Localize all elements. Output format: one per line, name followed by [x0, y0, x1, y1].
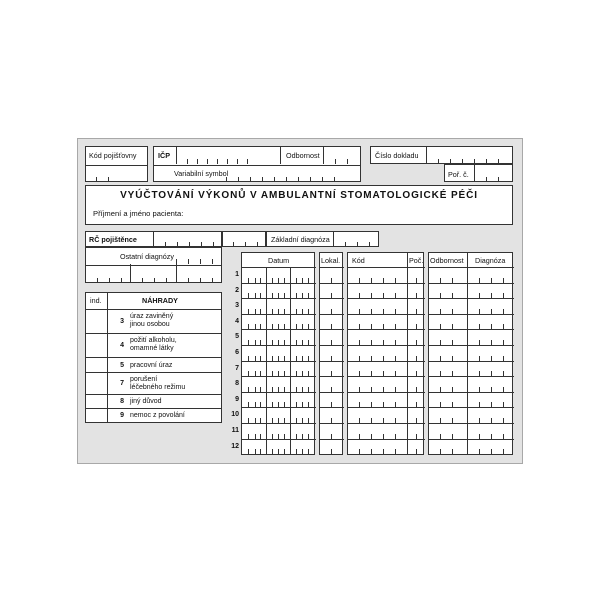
nahrady-row[interactable] [86, 333, 221, 357]
nahrady-row[interactable] [86, 309, 221, 333]
row-number: 12 [231, 443, 239, 450]
variabilni-symbol-label: Variabilní symbol [174, 169, 229, 178]
row-number: 1 [235, 271, 239, 278]
nahrady-row[interactable] [86, 372, 221, 394]
nahrady-row[interactable] [86, 408, 221, 422]
nahrady-code: 9 [120, 412, 124, 419]
kod-pojistovny-label: Kód pojišťovny [89, 151, 137, 160]
cislo-dokladu-label: Číslo dokladu [375, 151, 419, 160]
cislo-dokladu-field[interactable] [370, 146, 513, 164]
row-number: 8 [235, 380, 239, 387]
odbornost-header: Odbornost [430, 256, 464, 265]
icp-label: IČP [158, 151, 170, 160]
datum-header: Datum [268, 256, 290, 265]
nahrady-desc: porušení léčebného režimu [130, 376, 186, 391]
row-number: 2 [235, 287, 239, 294]
poradove-cislo-label: Poř. č. [448, 170, 469, 179]
nahrady-code: 3 [120, 318, 124, 325]
row-number: 7 [235, 365, 239, 372]
zakladni-diagnoza-field[interactable] [266, 231, 379, 247]
nahrady-code: 7 [120, 380, 124, 387]
nahrady-desc: úraz zaviněný jinou osobou [130, 313, 174, 328]
row-number: 4 [235, 318, 239, 325]
prijmeni-label: Příjmení a jméno pacienta: [93, 209, 184, 218]
icp-field[interactable] [153, 146, 361, 182]
lokal-header: Lokal. [321, 256, 341, 265]
rc-pojistence-label: RČ pojištěnce [89, 235, 137, 244]
form-title: VYÚČTOVÁNÍ VÝKONŮ V AMBULANTNÍ STOMATOLOGICKÉ PÉČI [120, 190, 478, 201]
odbornost-label: Odbornost [286, 151, 320, 160]
nahrady-row[interactable] [86, 394, 221, 408]
nahrady-code: 8 [120, 398, 124, 405]
nahrady-desc: požití alkoholu, omamné látky [130, 337, 177, 352]
diagnoza-header: Diagnóza [475, 256, 506, 265]
nahrady-code: 5 [120, 362, 124, 369]
kod-header: Kód [352, 256, 365, 265]
poradove-cislo-field[interactable] [444, 164, 513, 182]
row-number: 5 [235, 333, 239, 340]
row-number: 9 [235, 396, 239, 403]
nahrady-ind-header: ind. [90, 296, 102, 305]
row-number: 6 [235, 349, 239, 356]
nahrady-desc: pracovní úraz [130, 362, 173, 369]
nahrady-title: NÁHRADY [142, 296, 178, 305]
nahrady-desc: nemoc z povolání [130, 412, 185, 419]
ostatni-diagnozy-label: Ostatní diagnózy [120, 252, 174, 261]
row-number: 3 [235, 302, 239, 309]
nahrady-desc: jiný důvod [130, 398, 162, 405]
title-patient-box [85, 185, 513, 225]
row-number: 10 [231, 411, 239, 418]
row-number: 11 [231, 427, 239, 434]
nahrady-code: 4 [120, 342, 124, 349]
zakladni-diagnoza-label: Základní diagnóza [271, 235, 330, 244]
nahrady-table [85, 292, 222, 423]
nahrady-row[interactable] [86, 357, 221, 372]
poc-header: Poč. [409, 256, 424, 265]
kod-pojistovny-field[interactable] [85, 146, 148, 182]
rc-pojistence-field[interactable] [85, 231, 266, 247]
